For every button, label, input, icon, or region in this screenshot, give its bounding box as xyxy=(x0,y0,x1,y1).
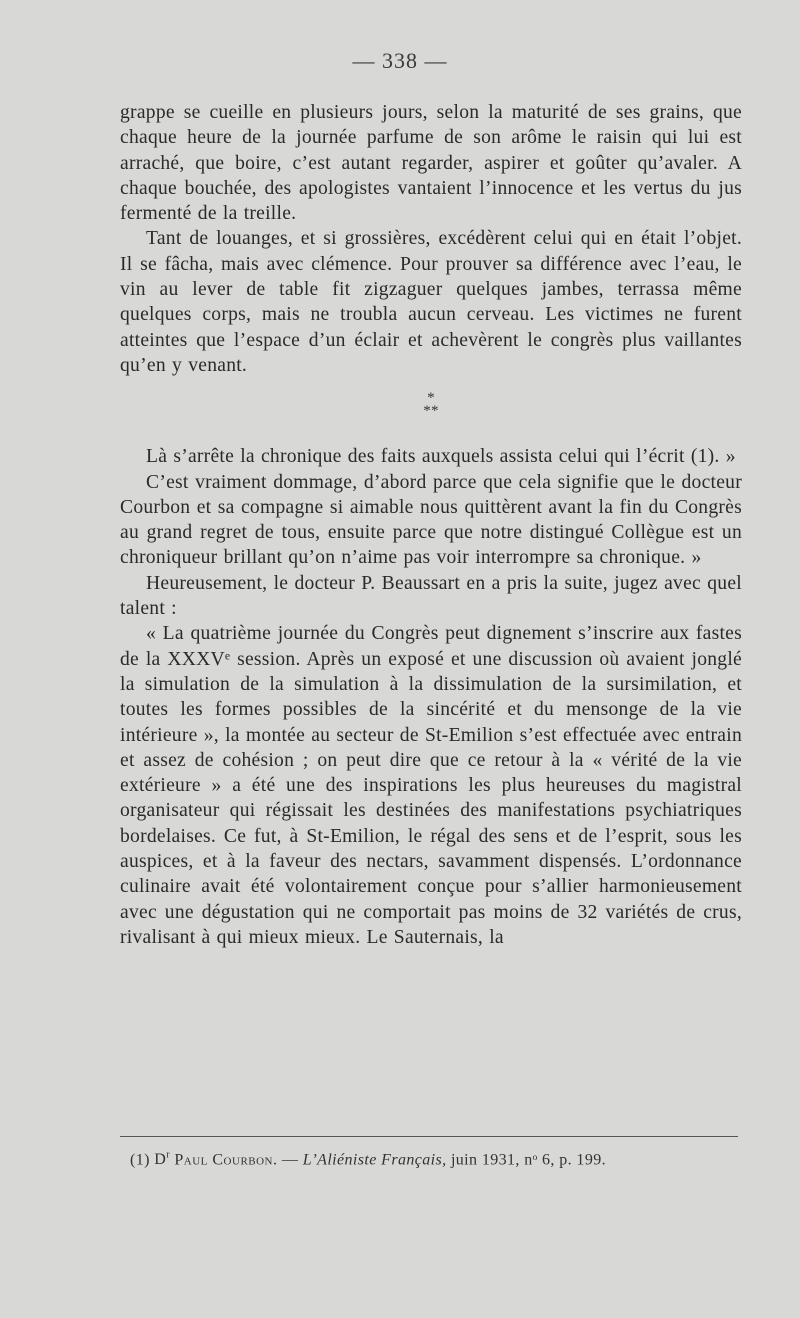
separator-top-star: * xyxy=(427,390,435,407)
paragraph-continuation: grappe se cueille en plusieurs jours, selon la maturité de ses grains, que chaque heure de la journée parfume de son arôme le raisin qui lui est arraché, que boire, c’est autant regarder, aspirer et goûter qu’avaler. A chaque bouchée, des apologistes vantaient l’innocence et les vertus du jus fermenté de la treille. xyxy=(120,102,742,225)
paragraph: « La quatrième journée du Congrès peut dignement s’inscrire aux fastes de la XXXVᵉ session. Après un exposé et une discussion où avaient jonglé la simulation de la simulation à la dissimulation de la sursimilation, et toutes les formes possibles de la sincérité et du mensonge de la vie intérieure », la montée au secteur de St-Emilion s’est effectuée avec entrain et assez de cohésion ; on peut dire que ce retour à la « vérité de la vie extérieure » a été une des inspirations les plus heureuses du magistral organisateur qui régissait les destinées des manifestations psychiatriques bordelaises. Ce fut, à St-Emilion, le régal des sens et de l’esprit, sous les auspices, et à la faveur des nectars, savamment dispensés. L’ordonnance culinaire avait été volontairement conçue pour s’allier harmonieusement avec une dégustation qui ne comportait pas moins de 32 variétés de crus, rivalisant à qui mieux mieux. Le Sauternais, la xyxy=(120,623,742,948)
footnote-author: Paul Courbon. xyxy=(174,1151,278,1169)
footnote-marker: (1) xyxy=(130,1151,150,1169)
paragraph: C’est vraiment dommage, d’abord parce que cela signifie que le docteur Courbon et sa compagne si aimable nous quittèrent avant la fin du Congrès au grand regret de tous, ensuite parce que notre distingué Collègue est un chroniqueur brillant qu’on n’aime pas voir interrompre sa chronique. » xyxy=(120,471,742,569)
paragraph: Tant de louanges, et si grossières, excédèrent celui qui en était l’objet. Il se fâcha, mais avec clémence. Pour prouver sa différence avec l’eau, le vin au lever de table fit zigzaguer quelques jambes, terrassa même quelques corps, mais ne troubla aucun cerveau. Les victimes ne furent atteintes que l’espace d’un éclair et achevèrent le congrès plus vaillantes qu’en y venant. xyxy=(120,228,742,376)
footnote-title: $D^r$ xyxy=(154,1150,170,1169)
separator-bottom-stars: ** xyxy=(423,403,439,420)
body-text xyxy=(120,100,742,950)
page-number: — 338 — xyxy=(352,48,448,73)
footnote-journal: L’Aliéniste Français, xyxy=(302,1151,447,1169)
footnote xyxy=(130,1150,606,1169)
footnote-dash: — xyxy=(281,1151,299,1169)
paragraph: Là s’arrête la chronique des faits auxquels assista celui qui l’écrit (1). » xyxy=(146,446,736,468)
footnote-rule xyxy=(120,1136,738,1137)
section-separator xyxy=(120,392,742,418)
footnote-details: juin 1931, nᵒ 6, p. 199. xyxy=(450,1151,607,1169)
paragraph: Heureusement, le docteur P. Beaussart en a pris la suite, jugez avec quel talent : xyxy=(120,572,742,620)
